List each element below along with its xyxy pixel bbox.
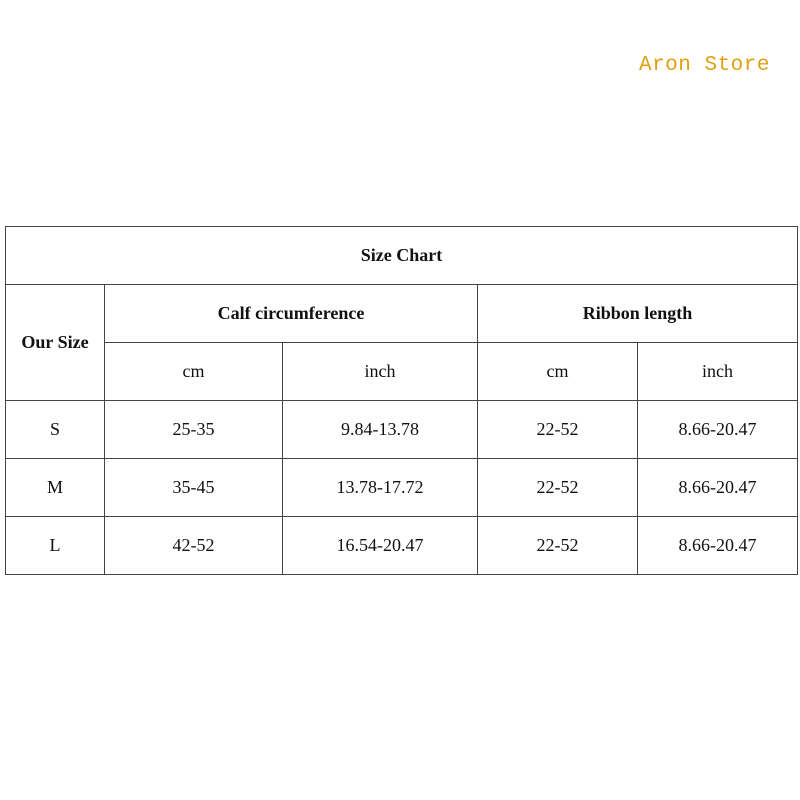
calf-inch-cell: 9.84-13.78 [283,401,478,459]
ribbon-cm-cell: 22-52 [478,459,638,517]
unit-header-row [6,343,798,401]
unit-header-calf-cm: cm [105,343,283,401]
calf-inch-cell: 13.78-17.72 [283,459,478,517]
size-cell: S [6,401,105,459]
ribbon-length-header: Ribbon length [478,285,798,343]
ribbon-inch-cell: 8.66-20.47 [638,401,798,459]
calf-inch-cell: 16.54-20.47 [283,517,478,575]
calf-cm-cell: 25-35 [105,401,283,459]
calf-circumference-header: Calf circumference [105,285,478,343]
ribbon-cm-cell: 22-52 [478,517,638,575]
store-name-watermark: Aron Store [638,54,770,77]
table-title: Size Chart [6,227,798,285]
ribbon-inch-cell: 8.66-20.47 [638,517,798,575]
calf-cm-cell: 42-52 [105,517,283,575]
table-row [6,459,798,517]
table-title-row [6,227,798,285]
size-cell: L [6,517,105,575]
unit-header-ribbon-inch: inch [638,343,798,401]
size-cell: M [6,459,105,517]
calf-cm-cell: 35-45 [105,459,283,517]
table-row [6,517,798,575]
ribbon-cm-cell: 22-52 [478,401,638,459]
unit-header-ribbon-cm: cm [478,343,638,401]
unit-header-calf-inch: inch [283,343,478,401]
size-chart-table [5,226,798,575]
group-header-row [6,285,798,343]
size-column-header: Our Size [6,285,105,401]
table-row [6,401,798,459]
ribbon-inch-cell: 8.66-20.47 [638,459,798,517]
